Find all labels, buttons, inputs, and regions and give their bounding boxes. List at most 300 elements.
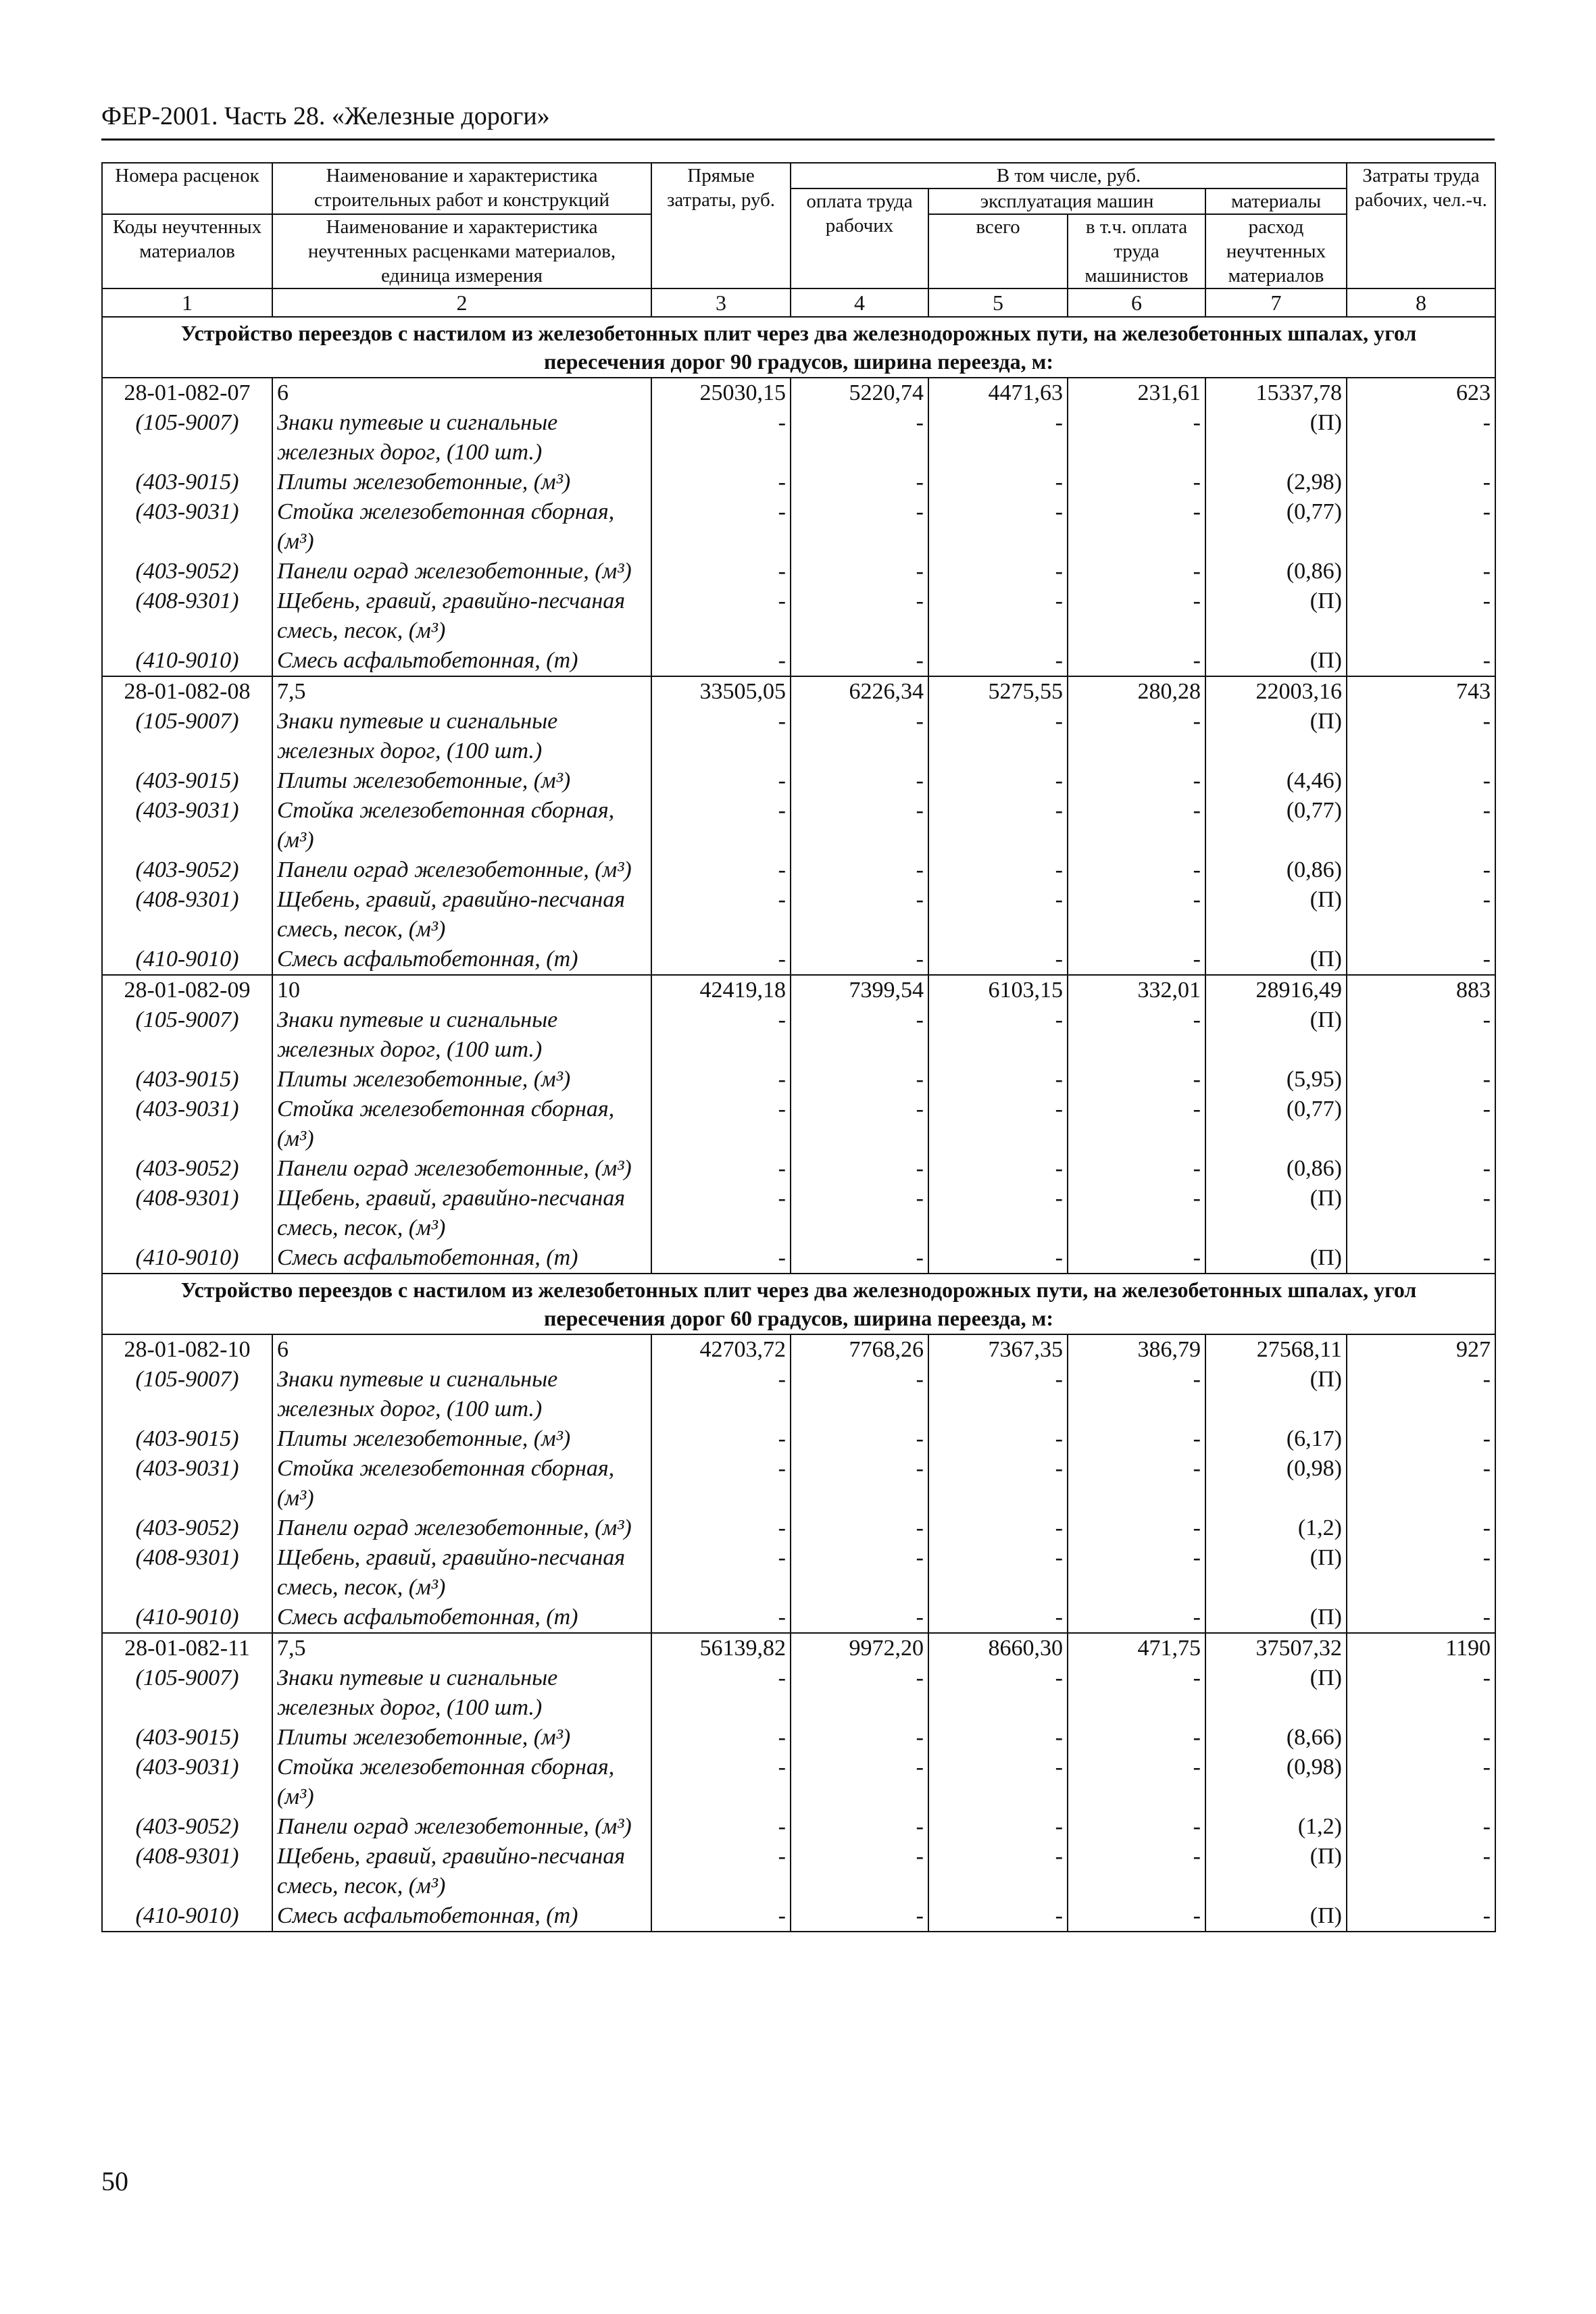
materials-cost: 28916,49 <box>1205 975 1347 1005</box>
material-name: Знаки путевые и сигнальные железных дорог, (100 шт.) <box>272 1663 651 1723</box>
labor-hours: - <box>1347 1365 1495 1424</box>
material-row <box>102 945 1495 975</box>
material-consumption: (1,2) <box>1205 1812 1347 1842</box>
direct-costs: - <box>651 945 791 975</box>
column-number: 2 <box>272 288 651 317</box>
header-worker-pay: оплата труда рабочих <box>791 188 928 288</box>
material-consumption: (П) <box>1205 1603 1347 1633</box>
direct-costs: 33505,05 <box>651 676 791 707</box>
section-title: Устройство переездов с настилом из железобетонных плит через два железнодорожных пути, на железобетонных шпалах, угол пересечения дорог 60 градусов, ширина переезда, м: <box>102 1274 1495 1334</box>
worker-pay: - <box>791 796 928 855</box>
material-name: Знаки путевые и сигнальные железных дорог, (100 шт.) <box>272 1005 651 1065</box>
material-name: Знаки путевые и сигнальные железных дорог, (100 шт.) <box>272 707 651 766</box>
labor-hours: - <box>1347 1424 1495 1454</box>
rate-code: 28-01-082-09 <box>102 975 272 1005</box>
labor-hours: - <box>1347 497 1495 557</box>
material-code: (403-9015) <box>102 1065 272 1095</box>
labor-hours: 743 <box>1347 676 1495 707</box>
header-machines-total: всего <box>928 214 1068 288</box>
worker-pay: - <box>791 1543 928 1603</box>
machines-total: - <box>928 1424 1068 1454</box>
direct-costs: - <box>651 557 791 586</box>
material-consumption: (4,46) <box>1205 766 1347 796</box>
direct-costs: - <box>651 855 791 885</box>
labor-hours: 883 <box>1347 975 1495 1005</box>
worker-pay: - <box>791 586 928 646</box>
material-name: Щебень, гравий, гравийно-песчаная смесь, песок, (м³) <box>272 1184 651 1243</box>
material-consumption: (0,86) <box>1205 557 1347 586</box>
material-row <box>102 1513 1495 1543</box>
operator-pay: - <box>1068 1454 1205 1513</box>
material-code: (403-9052) <box>102 557 272 586</box>
material-name: Панели оград железобетонные, (м³) <box>272 1154 651 1184</box>
direct-costs: - <box>651 1663 791 1723</box>
direct-costs: - <box>651 1901 791 1932</box>
machines-total: 7367,35 <box>928 1334 1068 1365</box>
worker-pay: - <box>791 1243 928 1274</box>
material-name: Стойка железобетонная сборная, (м³) <box>272 1454 651 1513</box>
material-row <box>102 1901 1495 1932</box>
labor-hours: - <box>1347 707 1495 766</box>
materials-cost: 22003,16 <box>1205 676 1347 707</box>
material-consumption: (8,66) <box>1205 1723 1347 1753</box>
crossing-width: 7,5 <box>272 1633 651 1663</box>
operator-pay: 471,75 <box>1068 1633 1205 1663</box>
worker-pay: - <box>791 707 928 766</box>
material-row <box>102 766 1495 796</box>
direct-costs: 42419,18 <box>651 975 791 1005</box>
operator-pay: - <box>1068 408 1205 468</box>
material-consumption: (0,98) <box>1205 1753 1347 1812</box>
machines-total: - <box>928 1454 1068 1513</box>
operator-pay: - <box>1068 1424 1205 1454</box>
operator-pay: - <box>1068 707 1205 766</box>
crossing-width: 10 <box>272 975 651 1005</box>
machines-total: - <box>928 885 1068 945</box>
worker-pay: - <box>791 1154 928 1184</box>
material-row <box>102 1243 1495 1274</box>
column-number: 4 <box>791 288 928 317</box>
material-code: (403-9031) <box>102 1753 272 1812</box>
operator-pay: 280,28 <box>1068 676 1205 707</box>
labor-hours: 623 <box>1347 378 1495 408</box>
labor-hours: - <box>1347 1513 1495 1543</box>
labor-hours: - <box>1347 1543 1495 1603</box>
direct-costs: - <box>651 1812 791 1842</box>
direct-costs: - <box>651 1753 791 1812</box>
material-consumption: (П) <box>1205 1901 1347 1932</box>
operator-pay: - <box>1068 1603 1205 1633</box>
material-consumption: (П) <box>1205 1243 1347 1274</box>
header-machines: эксплуатация машин <box>928 188 1205 214</box>
material-name: Смесь асфальтобетонная, (т) <box>272 1243 651 1274</box>
direct-costs: - <box>651 766 791 796</box>
table-body <box>102 317 1495 1932</box>
direct-costs: - <box>651 1184 791 1243</box>
material-row <box>102 1603 1495 1633</box>
header-operator-pay: в т.ч. оплата труда машинистов <box>1068 214 1205 288</box>
machines-total: - <box>928 855 1068 885</box>
material-row <box>102 468 1495 497</box>
material-consumption: (0,77) <box>1205 796 1347 855</box>
header-work-name: Наименование и характеристика строительных работ и конструкций <box>272 163 651 214</box>
material-code: (105-9007) <box>102 408 272 468</box>
operator-pay: - <box>1068 1184 1205 1243</box>
machines-total: - <box>928 1005 1068 1065</box>
material-code: (403-9031) <box>102 1095 272 1154</box>
machines-total: - <box>928 1663 1068 1723</box>
material-row <box>102 646 1495 676</box>
labor-hours: - <box>1347 468 1495 497</box>
rate-row <box>102 975 1495 1005</box>
direct-costs: - <box>651 707 791 766</box>
material-row <box>102 1424 1495 1454</box>
material-row <box>102 1154 1495 1184</box>
material-consumption: (П) <box>1205 945 1347 975</box>
material-code: (403-9031) <box>102 1454 272 1513</box>
material-row <box>102 586 1495 646</box>
crossing-width: 6 <box>272 1334 651 1365</box>
material-code: (408-9301) <box>102 1543 272 1603</box>
material-code: (410-9010) <box>102 646 272 676</box>
worker-pay: - <box>791 945 928 975</box>
column-number: 5 <box>928 288 1068 317</box>
column-number: 1 <box>102 288 272 317</box>
direct-costs: 56139,82 <box>651 1633 791 1663</box>
header-including: В том числе, руб. <box>791 163 1347 188</box>
labor-hours: - <box>1347 646 1495 676</box>
header-material-name: Наименование и характеристика неучтенных расценками материалов, единица измерения <box>272 214 651 288</box>
header-labor-hours: Затраты труда рабочих, чел.-ч. <box>1347 163 1495 288</box>
labor-hours: - <box>1347 945 1495 975</box>
direct-costs: - <box>651 497 791 557</box>
material-row <box>102 1454 1495 1513</box>
direct-costs: - <box>651 408 791 468</box>
labor-hours: - <box>1347 1184 1495 1243</box>
material-consumption: (1,2) <box>1205 1513 1347 1543</box>
material-code: (403-9031) <box>102 497 272 557</box>
material-name: Стойка железобетонная сборная, (м³) <box>272 1753 651 1812</box>
operator-pay: - <box>1068 1154 1205 1184</box>
worker-pay: - <box>791 646 928 676</box>
machines-total: - <box>928 468 1068 497</box>
material-name: Плиты железобетонные, (м³) <box>272 1065 651 1095</box>
material-code: (403-9015) <box>102 766 272 796</box>
material-code: (408-9301) <box>102 1184 272 1243</box>
material-consumption: (П) <box>1205 586 1347 646</box>
header-divider <box>101 139 1495 141</box>
direct-costs: 25030,15 <box>651 378 791 408</box>
material-name: Щебень, гравий, гравийно-песчаная смесь, песок, (м³) <box>272 586 651 646</box>
machines-total: - <box>928 1065 1068 1095</box>
material-row <box>102 1663 1495 1723</box>
labor-hours: - <box>1347 408 1495 468</box>
direct-costs: - <box>651 1005 791 1065</box>
material-consumption: (5,95) <box>1205 1065 1347 1095</box>
operator-pay: - <box>1068 1005 1205 1065</box>
direct-costs: - <box>651 1424 791 1454</box>
material-code: (410-9010) <box>102 1603 272 1633</box>
material-row <box>102 1842 1495 1901</box>
machines-total: - <box>928 557 1068 586</box>
machines-total: - <box>928 766 1068 796</box>
materials-cost: 37507,32 <box>1205 1633 1347 1663</box>
material-name: Панели оград железобетонные, (м³) <box>272 1513 651 1543</box>
labor-hours: - <box>1347 586 1495 646</box>
labor-hours: - <box>1347 1753 1495 1812</box>
material-consumption: (0,77) <box>1205 1095 1347 1154</box>
labor-hours: - <box>1347 855 1495 885</box>
material-name: Щебень, гравий, гравийно-песчаная смесь, песок, (м³) <box>272 885 651 945</box>
material-name: Плиты железобетонные, (м³) <box>272 1424 651 1454</box>
rate-row <box>102 1633 1495 1663</box>
material-row <box>102 408 1495 468</box>
rate-code: 28-01-082-10 <box>102 1334 272 1365</box>
operator-pay: - <box>1068 796 1205 855</box>
worker-pay: - <box>791 1753 928 1812</box>
crossing-width: 7,5 <box>272 676 651 707</box>
material-consumption: (П) <box>1205 1365 1347 1424</box>
material-consumption: (П) <box>1205 707 1347 766</box>
rate-row <box>102 676 1495 707</box>
material-consumption: (П) <box>1205 1842 1347 1901</box>
material-consumption: (П) <box>1205 1663 1347 1723</box>
direct-costs: - <box>651 1454 791 1513</box>
operator-pay: 386,79 <box>1068 1334 1205 1365</box>
section-title-row <box>102 317 1495 378</box>
direct-costs: - <box>651 586 791 646</box>
material-row <box>102 1184 1495 1243</box>
operator-pay: - <box>1068 646 1205 676</box>
operator-pay: - <box>1068 1663 1205 1723</box>
operator-pay: - <box>1068 1065 1205 1095</box>
material-code: (105-9007) <box>102 1663 272 1723</box>
material-code: (403-9052) <box>102 1812 272 1842</box>
header-rate-numbers: Номера расценок <box>102 163 272 214</box>
direct-costs: - <box>651 885 791 945</box>
rate-row <box>102 378 1495 408</box>
material-code: (105-9007) <box>102 1005 272 1065</box>
material-consumption: (0,86) <box>1205 855 1347 885</box>
header-materials: материалы <box>1205 188 1347 214</box>
machines-total: - <box>928 1753 1068 1812</box>
machines-total: - <box>928 408 1068 468</box>
machines-total: - <box>928 945 1068 975</box>
worker-pay: - <box>791 557 928 586</box>
direct-costs: - <box>651 796 791 855</box>
worker-pay: - <box>791 1513 928 1543</box>
worker-pay: - <box>791 1812 928 1842</box>
worker-pay: - <box>791 1663 928 1723</box>
machines-total: 8660,30 <box>928 1633 1068 1663</box>
operator-pay: - <box>1068 468 1205 497</box>
column-numbers-row <box>102 288 1495 317</box>
material-name: Смесь асфальтобетонная, (т) <box>272 945 651 975</box>
operator-pay: - <box>1068 586 1205 646</box>
material-row <box>102 1753 1495 1812</box>
material-row <box>102 1365 1495 1424</box>
material-code: (105-9007) <box>102 707 272 766</box>
material-code: (410-9010) <box>102 1901 272 1932</box>
material-row <box>102 1543 1495 1603</box>
rates-table <box>101 162 1496 1932</box>
material-row <box>102 1812 1495 1842</box>
machines-total: - <box>928 1543 1068 1603</box>
material-code: (408-9301) <box>102 885 272 945</box>
material-code: (403-9015) <box>102 1723 272 1753</box>
material-row <box>102 707 1495 766</box>
section-title-row <box>102 1274 1495 1334</box>
direct-costs: - <box>651 468 791 497</box>
material-code: (403-9052) <box>102 1154 272 1184</box>
operator-pay: - <box>1068 766 1205 796</box>
labor-hours: - <box>1347 1723 1495 1753</box>
machines-total: 4471,63 <box>928 378 1068 408</box>
labor-hours: - <box>1347 796 1495 855</box>
material-name: Щебень, гравий, гравийно-песчаная смесь, песок, (м³) <box>272 1842 651 1901</box>
machines-total: - <box>928 1243 1068 1274</box>
labor-hours: - <box>1347 1005 1495 1065</box>
material-name: Стойка железобетонная сборная, (м³) <box>272 1095 651 1154</box>
material-row <box>102 885 1495 945</box>
operator-pay: - <box>1068 497 1205 557</box>
worker-pay: - <box>791 1184 928 1243</box>
material-row <box>102 1065 1495 1095</box>
direct-costs: - <box>651 1723 791 1753</box>
operator-pay: - <box>1068 1723 1205 1753</box>
direct-costs: - <box>651 1842 791 1901</box>
material-code: (403-9052) <box>102 855 272 885</box>
direct-costs: 42703,72 <box>651 1334 791 1365</box>
direct-costs: - <box>651 1513 791 1543</box>
direct-costs: - <box>651 1065 791 1095</box>
worker-pay: - <box>791 1842 928 1901</box>
worker-pay: 7399,54 <box>791 975 928 1005</box>
material-name: Панели оград железобетонные, (м³) <box>272 1812 651 1842</box>
rate-row <box>102 1334 1495 1365</box>
material-name: Знаки путевые и сигнальные железных дорог, (100 шт.) <box>272 1365 651 1424</box>
machines-total: - <box>928 586 1068 646</box>
material-code: (410-9010) <box>102 1243 272 1274</box>
labor-hours: - <box>1347 1842 1495 1901</box>
direct-costs: - <box>651 1365 791 1424</box>
worker-pay: - <box>791 1065 928 1095</box>
material-name: Смесь асфальтобетонная, (т) <box>272 1603 651 1633</box>
worker-pay: - <box>791 1901 928 1932</box>
material-name: Стойка железобетонная сборная, (м³) <box>272 796 651 855</box>
material-consumption: (П) <box>1205 885 1347 945</box>
material-row <box>102 497 1495 557</box>
materials-cost: 27568,11 <box>1205 1334 1347 1365</box>
material-row <box>102 855 1495 885</box>
worker-pay: - <box>791 1454 928 1513</box>
labor-hours: - <box>1347 1663 1495 1723</box>
operator-pay: - <box>1068 1901 1205 1932</box>
machines-total: - <box>928 796 1068 855</box>
machines-total: - <box>928 497 1068 557</box>
operator-pay: - <box>1068 1842 1205 1901</box>
material-consumption: (П) <box>1205 1543 1347 1603</box>
material-row <box>102 1095 1495 1154</box>
material-consumption: (П) <box>1205 408 1347 468</box>
material-name: Стойка железобетонная сборная, (м³) <box>272 497 651 557</box>
machines-total: - <box>928 1513 1068 1543</box>
material-code: (410-9010) <box>102 945 272 975</box>
material-row <box>102 1723 1495 1753</box>
header-material-consumption: расход неучтенных материалов <box>1205 214 1347 288</box>
labor-hours: - <box>1347 1454 1495 1513</box>
operator-pay: - <box>1068 1812 1205 1842</box>
machines-total: - <box>928 1812 1068 1842</box>
labor-hours: 927 <box>1347 1334 1495 1365</box>
machines-total: 6103,15 <box>928 975 1068 1005</box>
worker-pay: - <box>791 1603 928 1633</box>
machines-total: 5275,55 <box>928 676 1068 707</box>
worker-pay: 9972,20 <box>791 1633 928 1663</box>
material-code: (403-9031) <box>102 796 272 855</box>
material-consumption: (6,17) <box>1205 1424 1347 1454</box>
column-number: 6 <box>1068 288 1205 317</box>
direct-costs: - <box>651 1603 791 1633</box>
worker-pay: 7768,26 <box>791 1334 928 1365</box>
material-name: Плиты железобетонные, (м³) <box>272 766 651 796</box>
material-consumption: (0,86) <box>1205 1154 1347 1184</box>
material-name: Щебень, гравий, гравийно-песчаная смесь, песок, (м³) <box>272 1543 651 1603</box>
material-code: (408-9301) <box>102 586 272 646</box>
worker-pay: - <box>791 468 928 497</box>
labor-hours: - <box>1347 1095 1495 1154</box>
worker-pay: 5220,74 <box>791 378 928 408</box>
worker-pay: - <box>791 855 928 885</box>
direct-costs: - <box>651 1095 791 1154</box>
material-consumption: (П) <box>1205 1005 1347 1065</box>
machines-total: - <box>928 646 1068 676</box>
operator-pay: - <box>1068 945 1205 975</box>
machines-total: - <box>928 1723 1068 1753</box>
material-consumption: (П) <box>1205 646 1347 676</box>
worker-pay: 6226,34 <box>791 676 928 707</box>
material-consumption: (П) <box>1205 1184 1347 1243</box>
material-code: (403-9015) <box>102 1424 272 1454</box>
labor-hours: - <box>1347 1812 1495 1842</box>
material-name: Плиты железобетонные, (м³) <box>272 1723 651 1753</box>
material-consumption: (0,98) <box>1205 1454 1347 1513</box>
operator-pay: 231,61 <box>1068 378 1205 408</box>
labor-hours: - <box>1347 1154 1495 1184</box>
operator-pay: - <box>1068 1513 1205 1543</box>
material-code: (408-9301) <box>102 1842 272 1901</box>
material-row <box>102 557 1495 586</box>
labor-hours: - <box>1347 1603 1495 1633</box>
labor-hours: 1190 <box>1347 1633 1495 1663</box>
machines-total: - <box>928 1842 1068 1901</box>
direct-costs: - <box>651 1154 791 1184</box>
page-number: 50 <box>101 2166 128 2196</box>
table-header <box>102 163 1495 317</box>
operator-pay: - <box>1068 1753 1205 1812</box>
machines-total: - <box>928 707 1068 766</box>
material-name: Смесь асфальтобетонная, (т) <box>272 646 651 676</box>
material-consumption: (2,98) <box>1205 468 1347 497</box>
worker-pay: - <box>791 1005 928 1065</box>
operator-pay: - <box>1068 1365 1205 1424</box>
operator-pay: - <box>1068 855 1205 885</box>
worker-pay: - <box>791 885 928 945</box>
header-direct-costs: Прямые затраты, руб. <box>651 163 791 288</box>
labor-hours: - <box>1347 885 1495 945</box>
machines-total: - <box>928 1095 1068 1154</box>
material-name: Смесь асфальтобетонная, (т) <box>272 1901 651 1932</box>
